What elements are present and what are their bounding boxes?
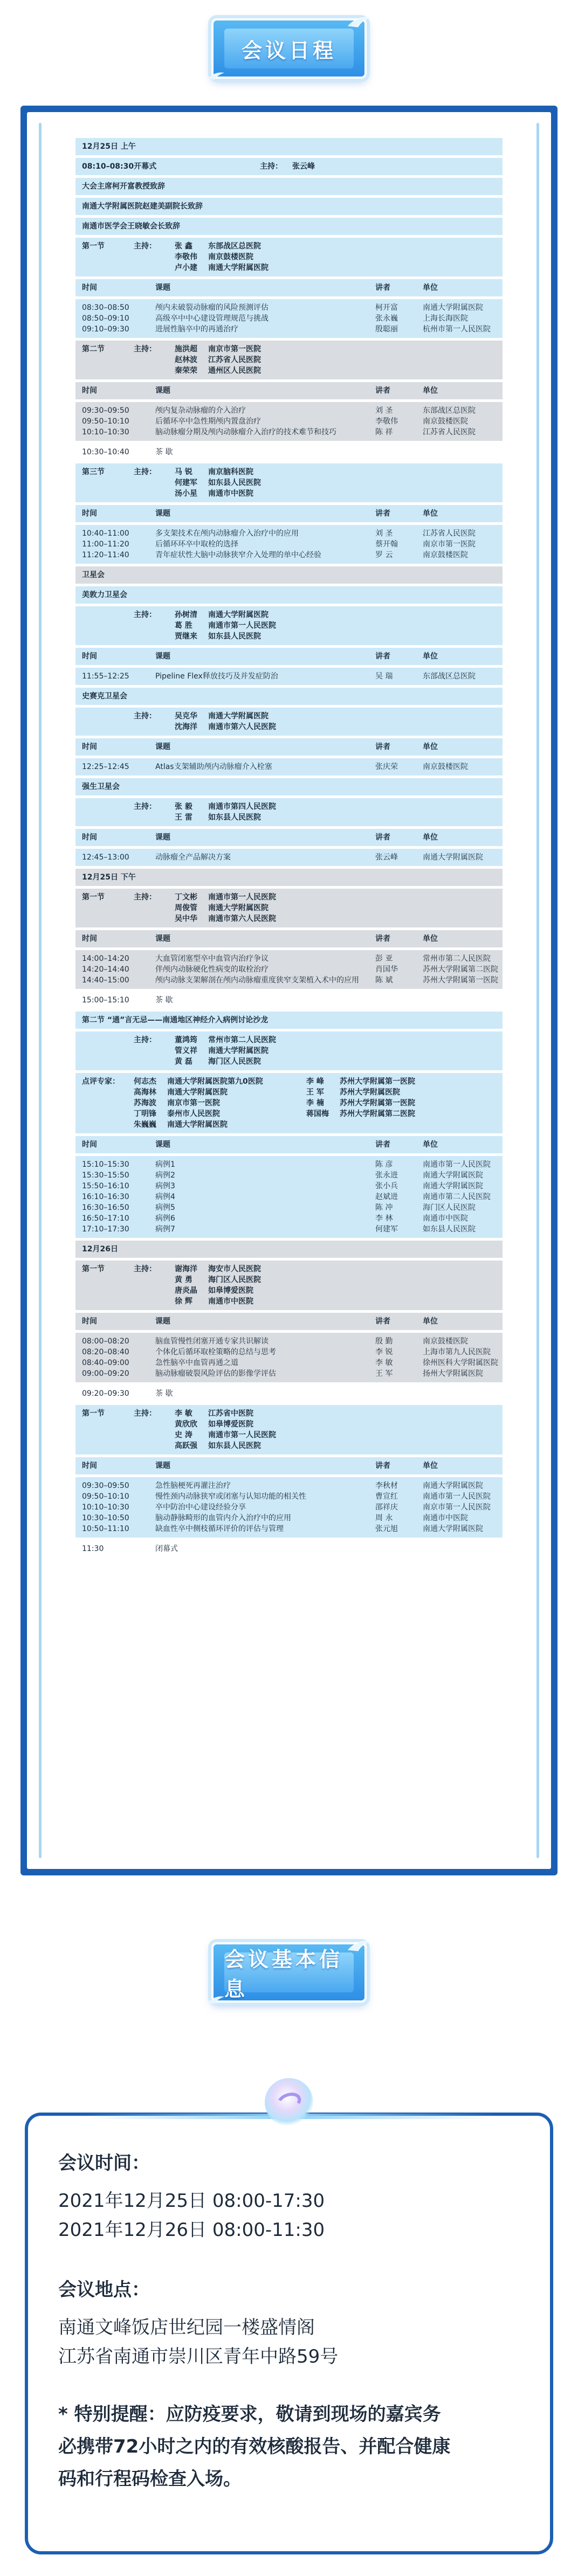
- column-header: 时间 课题 讲者 单位: [75, 738, 503, 756]
- right-rail: [536, 123, 539, 1858]
- satellite-name: 美敦力卫星会: [75, 586, 503, 604]
- case-items: [75, 1156, 503, 1238]
- session-chairs: 第三节 主持： 马 锐 南京脑科医院 何建军 如东县人民医院 汤小星 南通市中医院: [75, 463, 503, 502]
- closing-row: 11:30 闭幕式: [75, 1540, 503, 1557]
- meeting-place-label: 会议地点：: [58, 2279, 150, 2301]
- session-chairs: 主持： 孙树清 南通大学附属医院 葛 胜 南通市第一人民医院 贾继来 如东县人民医院: [75, 606, 503, 645]
- table-row: 12:45–13:00 动脉瘤全产品解决方案 张云峰 南通大学附属医院: [75, 849, 503, 866]
- table-row: 08:20–08:40 个体化后循环取栓策略的总结与思考 李 锐 上海市第九人民医院: [82, 1348, 491, 1356]
- schedule-title-pill: [211, 18, 367, 79]
- bird-wing-icon: [347, 15, 372, 28]
- session-chairs: 主持： 董鸿筠 常州市第二人民医院 管义祥 南通大学附属医院 黄 磊 海门区人民医院: [75, 1031, 503, 1070]
- session-chairs: 主持： 张 毅 南通市第四人民医院 王 雷 如东县人民医院: [75, 798, 503, 826]
- schedule-items: [75, 950, 503, 989]
- table-row: 09:50–10:10 后循环卒中急性期颅内置盘治疗 李敬伟 南京鼓楼医院: [82, 417, 468, 426]
- schedule-items: [75, 299, 503, 338]
- table-row: 15:10–15:30 病例1 陈 彦 南通市第一人民医院: [82, 1160, 491, 1169]
- speech-row: 南通市医学会王晓敏会长致辞: [75, 218, 503, 235]
- salon-title: 第二节 “通”言无忌——南通地区神经介入病例讨论沙龙: [75, 1012, 503, 1029]
- satellite-name: 强生卫星会: [75, 778, 503, 795]
- left-rail: [39, 123, 42, 1858]
- table-row: 11:20–11:40 青年症状性大脑中动脉狭窄介入处理的单中心经验 罗 云 南京鼓楼医院: [82, 551, 468, 559]
- table-row: 09:30–09:50 颅内复杂动脉瘤的介入治疗 刘 圣 东部战区总医院: [82, 406, 476, 415]
- session-chairs: 主持： 吴克华 南通大学附属医院 沈海洋 南通市第六人民医院: [75, 708, 503, 736]
- table-row: 10:40–11:00 多支架技术在颅内动脉瘤介入治疗中的应用 刘 圣 江苏省人民医院: [82, 529, 476, 538]
- day1-afternoon-date: 12月25日 下午: [75, 869, 503, 886]
- schedule-items: [75, 402, 503, 441]
- schedule-items: [75, 525, 503, 564]
- column-header: 时间 课题 讲者 单位: [75, 829, 503, 846]
- break-row: 09:20–09:30 茶 歇: [75, 1385, 503, 1402]
- column-header: 时间 课题 讲者 单位: [75, 279, 503, 296]
- speech-row: 大会主席柯开富教授致辞: [75, 178, 503, 195]
- column-header: 时间 课题 讲者 单位: [75, 1457, 503, 1474]
- table-row: 08:40–09:00 急性脑卒中血管再通之道 李 敏 徐州医科大学附属医院: [82, 1359, 498, 1367]
- schedule-paper: [27, 112, 551, 1869]
- info-title-pill: [211, 1942, 367, 2003]
- satellite-name: 史赛克卫星会: [75, 688, 503, 705]
- table-row: 09:00–09:20 脑动脉瘤破裂风险评估的影像学评估 王 军 扬州大学附属医院: [82, 1369, 483, 1378]
- column-header: 时间 课题 讲者 单位: [75, 1313, 503, 1330]
- schedule-items: [75, 1477, 503, 1538]
- table-row: 14:00–14:20 大血管闭塞型卒中血管内治疗争议 彭 亚 常州市第二人民医院: [82, 954, 491, 963]
- speech-row: 南通大学附属医院赵建美副院长致辞: [75, 198, 503, 215]
- expert-list: 点评专家： 何志杰 南通大学附属医院第九0医院 李 峰 苏州大学附属第一医院 高海林 南通大学附属医院 王 军 苏州大学附属医院 苏海波 南京市第一医院 李 楠 苏州大学附属第一医院 丁明锋 泰州市人民医院 蒋国梅 苏州大学附属第二医院 朱巍巍 南通大学附属医院: [75, 1073, 503, 1133]
- meeting-place-1: 南通文峰饭店世纪园一楼盛情阁: [58, 2317, 315, 2338]
- session-chairs: 第一节 主持： 谢海洋 海安市人民医院 黄 勇 海门区人民医院 唐炎晶 如皋博爱医院 徐 辉 南通市中医院: [75, 1261, 503, 1310]
- table-row: 11:55–12:25 Pipeline Flex释放技巧及并发症防治 吴 瑞 东部战区总医院: [75, 668, 503, 685]
- meeting-time-label: 会议时间：: [58, 2152, 150, 2174]
- special-notice: * 特别提醒：应防疫要求，敬请到现场的嘉宾务 必携带72小时之内的有效核酸报告、并配合健康 码和行程码检查入场。: [58, 2404, 451, 2490]
- session-chairs: 第一节 主持： 张 鑫 东部战区总医院 李敬伟 南京鼓楼医院 卢小建 南通大学附属医院: [75, 238, 503, 276]
- column-header: 时间 课题 讲者 单位: [75, 648, 503, 665]
- table-row: 14:40–15:00 颅内动脉支架解剖在颅内动脉瘤重度狭窄支架植入术中的应用 陈 斌 苏州大学附属第一医院: [82, 976, 498, 985]
- table-row: 09:10–09:30 进展性脑卒中的再通治疗 殷聪丽 杭州市第一人民医院: [82, 325, 491, 334]
- table-row: 09:50–10:10 慢性颈内动脉狭窄或闭塞与认知功能的相关性 曹宣红 南通市第一人民医院: [82, 1492, 491, 1501]
- day1-morning-date: 12月25日 上午: [75, 138, 503, 155]
- table-row: 10:10–10:30 卒中防治中心建设经验分享 邵祥庆 南京市第一人民医院: [82, 1503, 491, 1512]
- meeting-time-1: 2021年12月25日 08:00-17:30: [58, 2190, 325, 2212]
- session-chairs: 第一节 主持： 丁文彬 南通市第一人民医院 周俊管 南通大学附属医院 吴中华 南通市第六人民医院: [75, 889, 503, 927]
- table-row: 10:10–10:30 脑动脉瘤分期及颅内动脉瘤介入治疗的技术难节和技巧 陈 祥 江苏省人民医院: [82, 428, 476, 437]
- meeting-time-2: 2021年12月26日 08:00-11:30: [58, 2219, 325, 2241]
- break-row: 10:30–10:40 茶 歇: [75, 444, 503, 461]
- break-row: 15:00–15:10 茶 歇: [75, 992, 503, 1009]
- table-row: 08:30–08:50 颅内未破裂动脉瘤的风险预测评估 柯开富 南通大学附属医院: [82, 303, 483, 312]
- table-row: 15:50–16:10 病例3 张小兵 南通大学附属医院: [82, 1182, 483, 1190]
- meeting-place-2: 江苏省南通市崇川区青年中路59号: [58, 2346, 339, 2367]
- schedule-items: [75, 1333, 503, 1382]
- table-row: 10:50–11:10 缺血性卒中侧枝循环评价的评估与管理 张元旭 南通大学附属医院: [82, 1525, 483, 1533]
- column-header: 时间 课题 讲者 单位: [75, 505, 503, 522]
- session-chairs: 第一节 主持： 李 敏 江苏省中医院 黄欣欣 如皋博爱医院 史 涛 南通市第一人民医院 高跃强 如东县人民医院: [75, 1405, 503, 1455]
- info-frame: [25, 2113, 553, 2554]
- table-row: 16:50–17:10 病例6 李 林 南通市中医院: [82, 1214, 468, 1223]
- schedule-title: 会议日程: [224, 29, 354, 68]
- table-row: 14:20–14:40 伴颅内动脉硬化性病变的取栓治疗 肖国华 苏州大学附属第二医院: [82, 965, 498, 974]
- opening-row: 08:10–08:30开幕式 主持： 张云峰: [75, 158, 503, 175]
- table-row: 16:30–16:50 病例5 陈 冲 海门区人民医院: [82, 1203, 476, 1212]
- schedule-frame: [20, 106, 558, 1875]
- column-header: 时间 课题 讲者 单位: [75, 1136, 503, 1153]
- table-row: 12:25–12:45 Atlas支架辅助颅内动脉瘤介入栓塞 张庆荣 南京鼓楼医院: [75, 758, 503, 775]
- table-row: 08:50–09:10 高级卒中中心建设管理规范与挑战 张永巍 上海长海医院: [82, 314, 468, 323]
- bird-wing-icon: [347, 1939, 372, 1952]
- table-row: 11:00–11:20 后循环环卒中取栓的选择 蔡开翰 南京市第一医院: [82, 540, 476, 549]
- session-chairs: 第二节 主持： 施洪超 南京市第一医院 赵林波 江苏省人民医院 秦荣荣 通州区人民医院: [75, 341, 503, 379]
- info-title: 会议基本信息: [224, 1952, 354, 1992]
- column-header: 时间 课题 讲者 单位: [75, 930, 503, 947]
- table-row: 17:10–17:30 病例7 何建军 如东县人民医院: [82, 1225, 476, 1234]
- table-row: 10:30–10:50 脑动静脉畸形的血管内介入治疗中的应用 周 永 南通市中医院: [82, 1514, 468, 1522]
- column-header: 时间 课题 讲者 单位: [75, 382, 503, 399]
- table-row: 16:10–16:30 病例4 赵斌进 南通市第二人民医院: [82, 1193, 491, 1201]
- satellite-label: 卫星会: [75, 566, 503, 584]
- day2-date: 12月26日: [75, 1241, 503, 1258]
- bird-wing-small-icon: [207, 1995, 225, 2005]
- table-row: 15:30–15:50 病例2 张永进 南通大学附属医院: [82, 1171, 483, 1180]
- table-row: 08:00–08:20 脑血管慢性闭塞开通专家共识解读 殷 勤 南京鼓楼医院: [82, 1337, 468, 1346]
- table-row: 09:30–09:50 急性脑梗死再灌注治疗 李秋材 南通大学附属医院: [82, 1481, 483, 1490]
- bird-wing-small-icon: [207, 71, 225, 81]
- swirl-orb-icon: [265, 2078, 313, 2127]
